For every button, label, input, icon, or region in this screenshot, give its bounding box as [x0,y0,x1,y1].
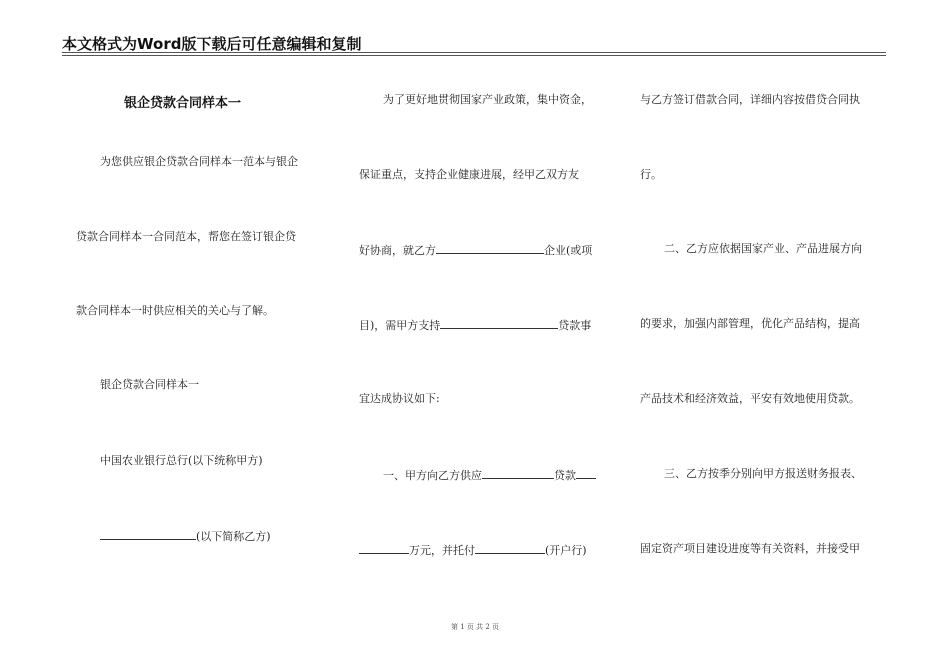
col3-line-4: 的要求，加强内部管理，优化产品结构，提高 [640,317,860,330]
col2-line-4-text-a: 目)，需甲方支持 [359,319,441,332]
blank-line [359,542,409,554]
col3-line-5: 产品技术和经济效益，平安有效地使用贷款。 [640,392,860,405]
blank-line [482,467,554,479]
col2-line-7-text-b: (开户行) [545,544,587,557]
col2-line-6-text-a: 一、甲方向乙方供应 [383,469,482,482]
col2-line-6-text-b: 贷款 [554,469,576,482]
col1-line-4: 银企贷款合同样本一 [100,378,199,391]
blank-line [576,467,596,479]
col2-line-6 [383,467,596,483]
col2-line-2: 保证重点，支持企业健康进展，经甲乙双方友 [359,168,579,181]
col2-line-3 [359,242,592,258]
col1-line-1: 为您供应银企贷款合同样本一范本与银企 [100,155,298,168]
blank-line [100,528,196,540]
col2-line-7-text-a: 万元，并托付 [409,544,475,557]
col1-line-2: 贷款合同样本一合同范本，帮您在签订银企贷 [76,230,296,243]
col2-line-4 [359,317,591,333]
blank-line [436,242,544,254]
col1-line-5: 中国农业银行总行(以下统称甲方) [100,454,263,467]
col3-line-7: 固定资产项目建设进度等有关资料，并接受甲 [640,542,860,555]
document-header: 本文格式为Word版下载后可任意编辑和复制 [62,35,362,53]
col2-line-7 [359,542,587,558]
page-number: 第 1 页 共 2 页 [450,623,500,631]
blank-line [440,317,558,329]
document-title: 银企贷款合同样本一 [124,96,242,111]
col1-line-3: 款合同样本一时供应相关的关心与了解。 [76,304,274,317]
col3-line-6: 三、乙方按季分别向甲方报送财务报表、 [664,467,862,480]
col3-line-2: 行。 [640,168,662,181]
col2-line-5: 宜达成协议如下: [359,392,440,405]
col2-line-3-text-a: 好协商，就乙方 [359,244,436,257]
col3-line-1: 与乙方签订借款合同，详细内容按借贷合同执 [640,93,860,106]
col1-line-6-text: (以下简称乙方) [196,530,271,543]
header-rule-top [62,52,886,53]
col1-line-6 [100,528,271,544]
blank-line [475,542,545,554]
col3-line-3: 二、乙方应依据国家产业、产品进展方向 [664,242,862,255]
col2-line-3-text-b: 企业(或项 [544,244,593,257]
col2-line-4-text-b: 贷款事 [558,319,592,332]
col2-line-1: 为了更好地贯彻国家产业政策，集中资金， [383,93,592,106]
header-rule-bottom [62,55,886,56]
